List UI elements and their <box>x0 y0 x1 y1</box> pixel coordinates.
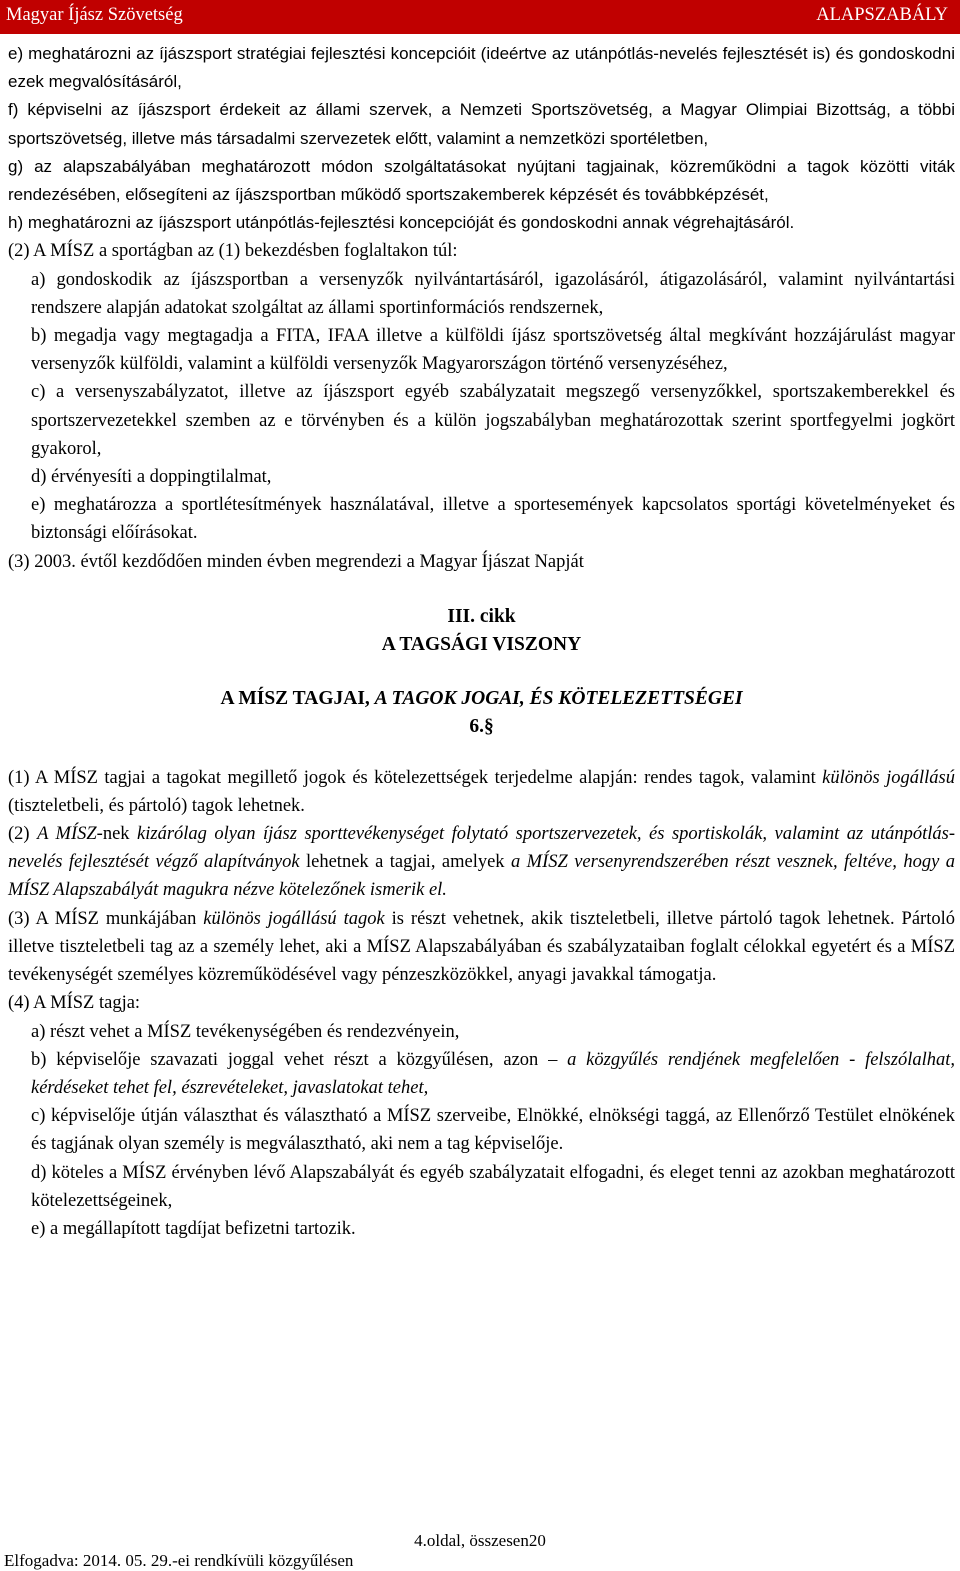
article-number: III. cikk <box>447 605 516 627</box>
acceptance-note: Elfogadva: 2014. 05. 29.-ei rendkívüli közgyűlésen <box>4 1551 354 1570</box>
text-run-italic: különös jogállású <box>822 767 956 788</box>
paragraph: h) meghatározni az íjászsport utánpótlás-fejlesztési koncepcióját és gondoskodni annak végrehajtásáról. <box>8 213 795 233</box>
text-run: (3) A MÍSZ munkájában <box>8 908 204 929</box>
list-item: a) részt vehet a MÍSZ tevékenységében és rendezvényein, <box>31 1021 460 1042</box>
text-run-italic: különös jogállású tagok <box>203 908 385 929</box>
list-item: c) képviselője útján választhat és választható a MÍSZ szerveibe, Elnökké, elnökségi taggá, az Ellenőrző Testület elnökének és tagjának olyan személy is megválasztható, aki nem a tag képviselője. <box>31 1106 955 1155</box>
header-document-title: ALAPSZABÁLY <box>816 5 948 25</box>
paragraph: (3) 2003. évtől kezdődően minden évben megrendezi a Magyar Íjászat Napját <box>8 551 584 572</box>
text-run: lehetnek a tagjai, amelyek <box>299 852 511 873</box>
text-run-italic: a MÍSZ versenyrendszerében részt vesznek, feltéve, hogy a MÍSZ Alapszabályát magukra nézve kötelezőnek ismerik el. <box>8 852 955 901</box>
text-run-italic: kizárólag olyan íjász sporttevékenységet folytató sportszervezetek, és sportiskolák, valamint az utánpótlás-nevelés fejlesztését végző alapítványok <box>8 824 955 873</box>
paragraph: (4) A MÍSZ tagja: <box>8 993 141 1014</box>
text-run: is részt vehetnek, akik tiszteletbeli, illetve pártoló tagok lehetnek. Pártoló illetve tiszteletbeli tag az a személy lehet, aki a MÍSZ Alapszabályában és szabályzataiban foglalt célokkal egyetért és a MÍSZ tevékenységét személyes közreműködésével vagy pénzeszközökkel, anyagi javakkal támogatja. <box>8 908 955 986</box>
list-item: d) köteles a MÍSZ érvényben lévő Alapszabályát és egyéb szabályzatait elfogadni, és eleget tenni az azokban meghatározott kötelezettségeinek, <box>31 1162 955 1211</box>
list-item: e) a megállapított tagdíjat befizetni tartozik. <box>31 1218 356 1239</box>
article-title: A TAGSÁGI VISZONY <box>381 634 582 656</box>
list-item: d) érvényesíti a doppingtilalmat, <box>31 467 272 488</box>
section-heading-part: A MÍSZ TAGJAI, <box>220 688 375 710</box>
page-header <box>0 0 960 34</box>
list-item <box>8 1046 955 1102</box>
paragraph <box>8 820 955 905</box>
text-run: (2) <box>8 824 38 845</box>
header-organization: Magyar Íjász Szövetség <box>6 5 183 25</box>
text-run: (1) A MÍSZ tagjai a tagokat megillető jogok és kötelezettségek terjedelme alapján: rendes tagok, valamint <box>8 767 823 788</box>
paragraph: f) képviselni az íjászsport érdekeit az állami szervek, a Nemzeti Sportszövetség, a Magyar Olimpiai Bizottság, a többi sportszövetség, illetve más társadalmi szervezetek előtt, valamint a nemzetközi sportéletben, <box>8 100 955 148</box>
list-item: e) meghatározza a sportlétesítmények használatával, illetve a sportesemények kapcsolatos sportági követelményeket és biztonsági előírásokat. <box>31 495 955 544</box>
page-number: 4.oldal, összesen20 <box>414 1531 546 1550</box>
paragraph: g) az alapszabályában meghatározott módon szolgáltatásokat nyújtani tagjainak, közreműködni a tagok közötti viták rendezésében, elősegíteni az íjászsportban működő sportszakemberek képzését és továbbképzését, <box>8 156 955 205</box>
section-number: 6.§ <box>469 716 494 738</box>
paragraph: e) meghatározni az íjászsport stratégiai fejlesztési koncepcióit (ideértve az utánpótlás-nevelés fejlesztését is) és gondoskodni ezek megvalósításáról, <box>8 44 955 92</box>
text-run-italic: A MÍSZ <box>37 824 97 845</box>
paragraph <box>8 905 955 990</box>
text-run: (tiszteletbeli, és pártoló) tagok lehetnek. <box>8 795 305 816</box>
list-item: b) megadja vagy megtagadja a FITA, IFAA illetve a külföldi íjász sportszövetség által megkívánt hozzájárulást magyar versenyzők külföldi, valamint a külföldi versenyzők Magyarországon történő versenyzéséhez, <box>31 326 955 375</box>
paragraph <box>8 764 955 820</box>
list-item: a) gondoskodik az íjászsportban a versenyzők nyilvántartásáról, igazolásáról, átigazolásáról, valamint nyilvántartási rendszere alapján adatokat szolgáltat az állami sportinformációs rendszernek, <box>31 269 955 318</box>
text-run: b) képviselője szavazati joggal vehet részt a közgyűlésen, azon – <box>31 1049 568 1070</box>
paragraph: (2) A MÍSZ a sportágban az (1) bekezdésben foglaltakon túl: <box>8 241 458 262</box>
list-item: c) a versenyszabályzatot, illetve az íjászsport egyéb szabályzatait megszegő versenyzőkkel, sportszakemberekkel és sportszervezetekkel szemben az e törvényben és a külön jogszabályban meghatározottak szerint sportfegyelmi jogkört gyakorol, <box>31 382 955 459</box>
text-run: -nek <box>96 824 138 845</box>
section-heading-italic: A TAGOK JOGAI, ÉS KÖTELEZETTSÉGEI <box>374 688 743 710</box>
document-body <box>8 40 955 1243</box>
text-run-italic: a közgyűlés rendjének megfelelően - felszólalhat, kérdéseket tehet fel, észrevételeket, javaslatokat tehet, <box>31 1049 955 1098</box>
section-heading <box>8 685 955 713</box>
